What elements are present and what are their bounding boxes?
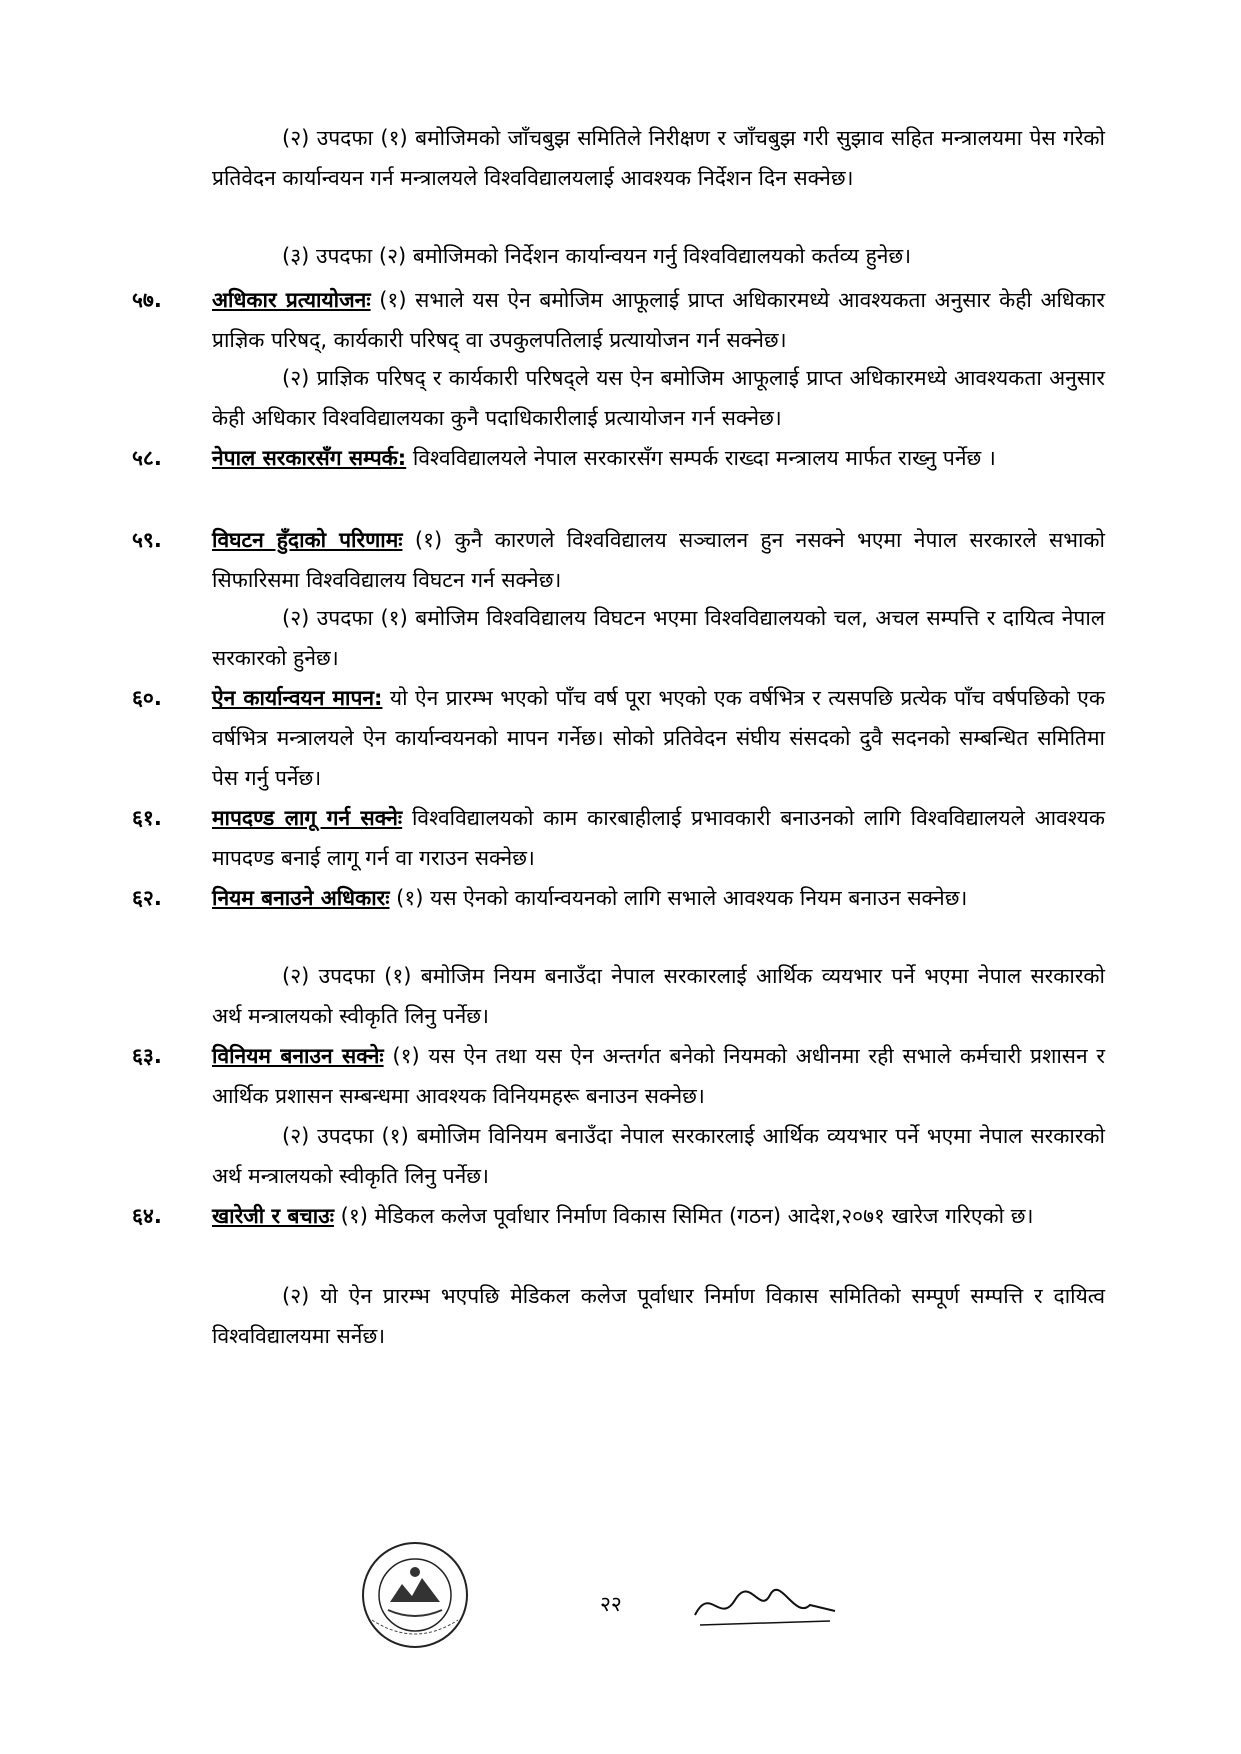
paragraph-63-2 [212, 1116, 1105, 1196]
section-62 [132, 878, 1105, 918]
section-text: विश्वविद्यालयले नेपाल सरकारसँग सम्पर्क राख्दा मन्त्रालय मार्फत राख्नु पर्नेछ । [406, 446, 996, 470]
section-text: (१) यस ऐनको कार्यान्वयनको लागि सभाले आवश्यक नियम बनाउन सक्नेछ। [389, 886, 968, 910]
paragraph-text: (२) उपदफा (१) बमोजिम नियम बनाउँदा नेपाल सरकारलाई आर्थिक व्ययभार पर्ने भएमा नेपाल सरकारको अर्थ मन्त्रालयको स्वीकृति लिनु पर्नेछ। [212, 964, 1105, 1028]
paragraph-text: (२) उपदफा (१) बमोजिमको जाँचबुझ समितिले निरीक्षण र जाँचबुझ गरी सुझाव सहित मन्त्रालयमा पेस गरेको प्रतिवेदन कार्यान्वयन गर्न मन्त्रालयले विश्वविद्यालयलाई आवश्यक निर्देशन दिन सक्नेछ। [212, 126, 1105, 190]
paragraph-text: (२) यो ऐन प्रारम्भ भएपछि मेडिकल कलेज पूर्वाधार निर्माण विकास समितिको सम्पूर्ण सम्पत्ति र दायित्व विश्वविद्यालयमा सर्नेछ। [212, 1284, 1105, 1348]
section-heading: विघटन हुँदाको परिणामः [212, 528, 403, 552]
section-heading: नियम बनाउने अधिकारः [212, 886, 390, 910]
section-heading: खारेजी र बचाउः [212, 1204, 334, 1228]
paragraph-text: (२) उपदफा (१) बमोजिम विश्वविद्यालय विघटन भएमा विश्वविद्यालयको चल, अचल सम्पत्ति र दायित्व नेपाल सरकारको हुनेछ। [212, 606, 1105, 670]
section-text: (१) कुनै कारणले विश्वविद्यालय सञ्चालन हुन नसक्ने भएमा नेपाल सरकारले सभाको सिफारिसमा विश्वविद्यालय विघटन गर्न सक्नेछ। [212, 528, 1105, 592]
section-57 [132, 280, 1105, 360]
section-text: (१) यस ऐन तथा यस ऐन अन्तर्गत बनेको नियमको अधीनमा रही सभाले कर्मचारी प्रशासन र आर्थिक प्रशासन सम्बन्धमा आवश्यक विनियमहरू बनाउन सक्नेछ। [212, 1044, 1105, 1108]
page-number: २२ [600, 1592, 622, 1616]
section-number: ६३. [132, 1044, 162, 1068]
paragraph-text: (२) उपदफा (१) बमोजिम विनियम बनाउँदा नेपाल सरकारलाई आर्थिक व्ययभार पर्ने भएमा नेपाल सरकारको अर्थ मन्त्रालयको स्वीकृति लिनु पर्नेछ। [212, 1124, 1105, 1188]
section-text: यो ऐन प्रारम्भ भएको पाँच वर्ष पूरा भएको एक वर्षभित्र र त्यसपछि प्रत्येक पाँच वर्षपछिको एक वर्षभित्र मन्त्रालयले ऐन कार्यान्वयनको मापन गर्नेछ। सोको प्रतिवेदन संघीय संसदको दुवै सदनको सम्बन्धित समितिमा पेस गर्नु पर्नेछ। [212, 686, 1105, 790]
section-number: ६२. [132, 886, 162, 910]
section-58 [132, 438, 1105, 478]
government-seal-icon [360, 1540, 470, 1650]
section-61 [132, 798, 1105, 878]
section-heading: ऐन कार्यान्वयन मापन: [212, 686, 383, 710]
section-number: ६०. [132, 686, 162, 710]
section-text: (१) मेडिकल कलेज पूर्वाधार निर्माण विकास सिमित (गठन) आदेश,२०७१ खारेज गरिएको छ। [333, 1204, 1034, 1228]
paragraph-59-2 [212, 598, 1105, 678]
section-heading: नेपाल सरकारसँग सम्पर्क: [212, 446, 407, 470]
section-text: विश्वविद्यालयको काम कारबाहीलाई प्रभावकारी बनाउनको लागि विश्वविद्यालयले आवश्यक मापदण्ड बनाई लागू गर्न वा गराउन सक्नेछ। [212, 806, 1105, 870]
section-number: ५९. [132, 528, 162, 552]
section-number: ५७. [132, 288, 162, 312]
section-heading: विनियम बनाउन सक्नेः [212, 1044, 384, 1068]
section-64 [132, 1196, 1105, 1236]
paragraph-62-2 [212, 956, 1105, 1036]
paragraph-64-2 [212, 1276, 1105, 1356]
section-number: ६४. [132, 1204, 162, 1228]
section-heading: अधिकार प्रत्यायोजनः [212, 288, 371, 312]
section-text: (१) सभाले यस ऐन बमोजिम आफूलाई प्राप्त अधिकारमध्ये आवश्यकता अनुसार केही अधिकार प्राज्ञिक परिषद्, कार्यकारी परिषद् वा उपकुलपतिलाई प्रत्यायोजन गर्न सक्नेछ। [212, 288, 1106, 352]
signature-icon [690, 1575, 840, 1635]
section-59 [132, 520, 1105, 600]
paragraph-text: (२) प्राज्ञिक परिषद् र कार्यकारी परिषद्ले यस ऐन बमोजिम आफूलाई प्राप्त अधिकारमध्ये आवश्यकता अनुसार केही अधिकार विश्वविद्यालयका कुनै पदाधिकारीलाई प्रत्यायोजन गर्न सक्नेछ। [212, 366, 1105, 430]
paragraph-text: (३) उपदफा (२) बमोजिमको निर्देशन कार्यान्वयन गर्नु विश्वविद्यालयको कर्तव्य हुनेछ। [282, 244, 912, 268]
section-number: ६१. [132, 806, 162, 830]
paragraph-56-3 [212, 236, 1105, 276]
paragraph-57-2 [212, 358, 1105, 438]
section-63 [132, 1036, 1105, 1116]
section-heading: मापदण्ड लागू गर्न सक्नेः [212, 806, 403, 830]
paragraph-56-2 [212, 118, 1105, 198]
section-number: ५८. [132, 446, 162, 470]
section-60 [132, 678, 1105, 798]
